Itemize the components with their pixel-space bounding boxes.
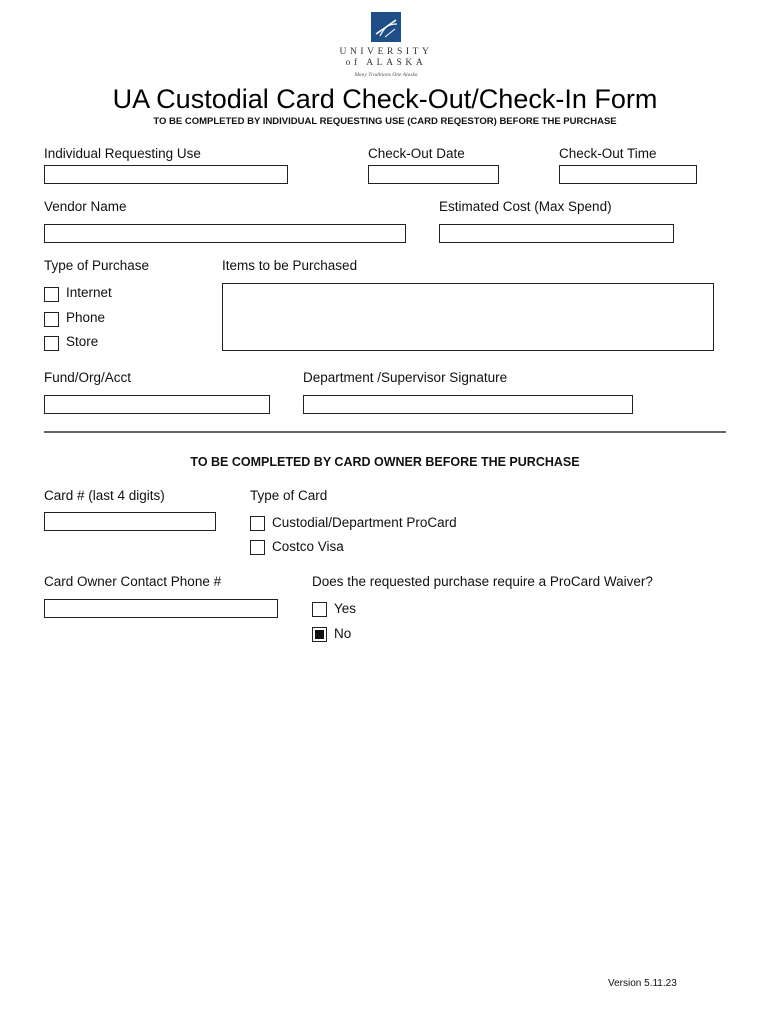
waiver-no-label: No xyxy=(334,626,352,641)
store-label: Store xyxy=(66,334,99,349)
section-divider xyxy=(44,431,726,433)
items-label: Items to be Purchased xyxy=(222,258,358,273)
contact-phone-field[interactable] xyxy=(44,599,278,618)
logo-text-alaska: of ALASKA xyxy=(345,58,427,68)
card-number-field[interactable] xyxy=(44,512,216,531)
individual-label: Individual Requesting Use xyxy=(44,146,201,161)
logo-text-university: UNIVERSITY xyxy=(339,47,433,57)
signature-field[interactable] xyxy=(303,395,633,414)
phone-checkbox[interactable] xyxy=(44,312,59,327)
type-of-card-label: Type of Card xyxy=(250,488,328,503)
waiver-no-checkbox[interactable] xyxy=(312,627,327,642)
card-number-label: Card # (last 4 digits) xyxy=(44,488,165,503)
checkout-date-label: Check-Out Date xyxy=(368,146,465,161)
internet-checkbox[interactable] xyxy=(44,287,59,302)
university-logo xyxy=(336,10,436,82)
checkout-time-label: Check-Out Time xyxy=(559,146,657,161)
version-label: Version 5.11.23 xyxy=(608,978,677,989)
logo-tagline: Many Traditions One Alaska xyxy=(354,72,418,78)
vendor-label: Vendor Name xyxy=(44,199,127,214)
costco-label: Costco Visa xyxy=(272,539,344,554)
waiver-yes-label: Yes xyxy=(334,601,357,616)
form-title: UA Custodial Card Check-Out/Check-In Form xyxy=(112,84,658,114)
signature-label: Department /Supervisor Signature xyxy=(303,370,508,385)
phone-label: Phone xyxy=(66,310,106,325)
type-of-purchase-label: Type of Purchase xyxy=(44,258,150,273)
costco-checkbox[interactable] xyxy=(250,540,265,555)
checkout-date-field[interactable] xyxy=(368,165,499,184)
section2-heading: TO BE COMPLETED BY CARD OWNER BEFORE THE PURCHASE xyxy=(190,455,580,469)
procard-label: Custodial/Department ProCard xyxy=(272,515,457,530)
logo-emblem-icon xyxy=(371,12,401,42)
internet-label: Internet xyxy=(66,285,112,300)
items-field[interactable] xyxy=(222,283,714,351)
individual-field[interactable] xyxy=(44,165,288,184)
store-checkbox[interactable] xyxy=(44,336,59,351)
waiver-yes-checkbox[interactable] xyxy=(312,602,327,617)
fund-label: Fund/Org/Acct xyxy=(44,370,132,385)
waiver-question: Does the requested purchase require a ProCard Waiver? xyxy=(312,574,653,589)
fund-field[interactable] xyxy=(44,395,270,414)
estimated-cost-field[interactable] xyxy=(439,224,674,243)
estimated-cost-label: Estimated Cost (Max Spend) xyxy=(439,199,612,214)
checkout-time-field[interactable] xyxy=(559,165,697,184)
section1-heading: TO BE COMPLETED BY INDIVIDUAL REQUESTING USE (CARD REQESTOR) BEFORE THE PURCHASE xyxy=(153,116,617,127)
vendor-field[interactable] xyxy=(44,224,406,243)
procard-checkbox[interactable] xyxy=(250,516,265,531)
contact-phone-label: Card Owner Contact Phone # xyxy=(44,574,222,589)
